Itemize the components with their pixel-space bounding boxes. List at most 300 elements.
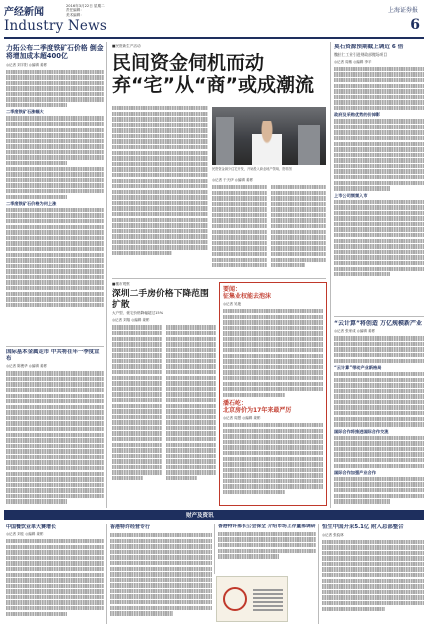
text-line xyxy=(322,584,424,588)
text-line xyxy=(6,230,104,234)
text-line xyxy=(110,572,212,576)
text-line xyxy=(218,549,316,553)
text-line xyxy=(110,583,212,587)
text-line xyxy=(334,272,390,276)
text-line xyxy=(212,230,267,234)
text-line xyxy=(271,252,326,256)
text-line xyxy=(218,537,316,541)
text-line xyxy=(334,464,424,468)
text-line xyxy=(223,331,323,335)
text-line xyxy=(6,247,104,251)
text-line xyxy=(112,448,162,452)
text-line xyxy=(166,415,216,419)
photo-person xyxy=(252,121,282,165)
publish-date: 2016年3月22日 星期二 xyxy=(66,4,105,8)
text-line xyxy=(334,153,424,157)
text-line xyxy=(166,359,216,363)
text-line xyxy=(6,449,104,453)
text-line xyxy=(223,440,323,444)
text-line xyxy=(6,460,104,464)
text-line xyxy=(212,202,267,206)
text-line xyxy=(334,389,424,393)
text-line xyxy=(223,434,323,438)
text-line xyxy=(322,540,424,544)
text-line xyxy=(322,556,424,560)
right-article xyxy=(334,44,424,314)
text-line xyxy=(6,128,104,132)
text-line xyxy=(6,139,104,143)
text-line xyxy=(6,382,104,386)
section-divider xyxy=(334,316,424,317)
text-line xyxy=(6,421,104,425)
text-line xyxy=(112,426,162,430)
bottom-article-a xyxy=(6,524,104,624)
text-line xyxy=(223,387,323,391)
text-line xyxy=(334,267,424,271)
text-line xyxy=(110,600,212,604)
text-line xyxy=(334,136,424,140)
text-line xyxy=(223,337,323,341)
text-line xyxy=(6,161,67,165)
text-line xyxy=(223,462,323,466)
text-line xyxy=(112,223,208,227)
text-line xyxy=(6,433,104,437)
text-line xyxy=(6,225,104,229)
text-line xyxy=(6,405,104,409)
text-line xyxy=(166,348,216,352)
text-line xyxy=(166,331,216,335)
masthead-meta xyxy=(66,4,105,17)
text-line xyxy=(112,459,162,463)
text-line xyxy=(166,392,216,396)
text-line xyxy=(110,606,212,610)
text-line xyxy=(112,117,208,121)
text-line xyxy=(334,336,424,340)
text-line xyxy=(218,543,316,547)
text-line xyxy=(334,447,424,451)
text-line xyxy=(271,202,326,206)
text-line xyxy=(334,394,424,398)
column-rule xyxy=(106,524,107,624)
text-line xyxy=(334,372,424,376)
text-line xyxy=(223,490,285,494)
text-line xyxy=(271,235,326,239)
right-article-byline: ◎记者 周敏 ◎编辑 李平 xyxy=(334,59,372,64)
text-line xyxy=(334,142,424,146)
text-line xyxy=(6,394,104,398)
text-line xyxy=(112,370,162,374)
text-line xyxy=(223,359,323,363)
text-line xyxy=(6,183,104,187)
text-line xyxy=(112,190,208,194)
text-line xyxy=(112,195,208,199)
text-line xyxy=(271,218,326,222)
text-line xyxy=(112,145,208,149)
text-line xyxy=(6,195,67,199)
right-subhead-3: “云计算”带动产业新格局 xyxy=(334,365,382,371)
text-line xyxy=(212,263,267,267)
text-line xyxy=(166,476,197,480)
text-line xyxy=(334,452,424,456)
text-line xyxy=(223,451,323,455)
text-line xyxy=(110,533,212,537)
text-line xyxy=(6,444,104,448)
right-subhead-2: 上市公司频频入市 xyxy=(334,192,368,198)
text-line xyxy=(334,200,424,204)
text-line xyxy=(334,216,424,220)
lead-story-subcolumn xyxy=(212,185,267,269)
bottom-article-c xyxy=(218,524,316,574)
text-line xyxy=(334,233,424,237)
text-line xyxy=(223,376,323,380)
box-lower-title-line-2: 北京房价为17年来最严厉 xyxy=(223,407,292,415)
text-line xyxy=(223,473,323,477)
text-line xyxy=(166,437,216,441)
text-line xyxy=(6,172,104,176)
text-line xyxy=(212,191,267,195)
text-line xyxy=(112,342,162,346)
text-line xyxy=(271,263,305,267)
second-article-subcolumn xyxy=(112,325,162,481)
text-line xyxy=(334,477,424,481)
text-line xyxy=(334,181,424,185)
lead-story-subcolumn xyxy=(271,185,326,269)
text-line xyxy=(6,236,104,240)
text-line xyxy=(223,484,323,488)
text-line xyxy=(166,454,216,458)
text-line xyxy=(112,173,208,177)
photo-building xyxy=(298,125,320,165)
text-line xyxy=(271,258,326,262)
photo-caption: 民资资金减少住宅开发，开始投入商业地产领域，资料图 xyxy=(212,167,292,171)
text-line xyxy=(6,219,104,223)
text-line xyxy=(112,229,208,233)
right-article-title: 莫石资源预期截上调近 6 倍 xyxy=(334,44,404,50)
text-line xyxy=(6,280,104,284)
text-line xyxy=(334,130,424,134)
text-line xyxy=(6,167,104,171)
text-line xyxy=(322,590,424,594)
seal-icon xyxy=(223,587,247,611)
text-line xyxy=(6,155,104,159)
second-article-byline: ◎记者 刘翔 ◎编辑 姜彬 xyxy=(112,318,150,323)
text-line xyxy=(166,459,216,463)
text-line xyxy=(212,258,267,262)
text-line xyxy=(6,81,104,85)
text-line xyxy=(334,227,424,231)
left-bottom-article xyxy=(6,349,104,507)
text-line xyxy=(110,550,212,554)
lead-story-header xyxy=(112,44,326,104)
designer-label: 美术编辑： xyxy=(66,12,84,17)
text-line xyxy=(334,417,424,421)
section-english-title: Industry News xyxy=(4,18,107,34)
text-line xyxy=(6,371,104,375)
text-line xyxy=(6,488,104,492)
text-line xyxy=(112,454,162,458)
text-line xyxy=(334,89,424,93)
text-line xyxy=(223,479,323,483)
lead-headline-line-2: 弃“宅”从“商”或成潮流 xyxy=(112,74,314,96)
text-line xyxy=(334,499,390,503)
box-lower-byline: ◎记者 周慧 ◎编辑 姜彬 xyxy=(223,416,261,421)
bottom-section-banner xyxy=(4,510,424,520)
text-line xyxy=(6,150,104,154)
text-line xyxy=(166,465,216,469)
text-line xyxy=(166,364,216,368)
text-line xyxy=(322,579,424,583)
text-line xyxy=(6,545,104,549)
boxed-commentary xyxy=(219,282,327,506)
ad-text-block xyxy=(253,589,283,611)
second-article-title: 深圳二手房价格下降范围扩散 xyxy=(112,289,209,310)
text-line xyxy=(334,494,424,498)
text-line xyxy=(112,139,208,143)
right-subhead-1: 政府及采购优势的价掉影 xyxy=(334,112,381,118)
text-line xyxy=(112,240,208,244)
text-line xyxy=(6,578,104,582)
text-line xyxy=(212,246,267,250)
text-line xyxy=(334,211,424,215)
lead-kicker: ■民资新生产活动 xyxy=(112,44,141,48)
right-bottom-article xyxy=(334,320,424,508)
text-line xyxy=(112,364,162,368)
text-line xyxy=(166,398,216,402)
text-line xyxy=(6,584,104,588)
left-bottom-byline: ◎记者 陈俊华 ◎编辑 姜彬 xyxy=(6,364,47,369)
text-line xyxy=(334,147,424,151)
text-line xyxy=(6,275,104,279)
text-line xyxy=(271,207,326,211)
text-line xyxy=(112,134,208,138)
column-rule xyxy=(214,524,215,574)
text-line xyxy=(166,404,216,408)
photo-building xyxy=(216,117,234,165)
text-line xyxy=(322,545,424,549)
text-line xyxy=(112,398,162,402)
text-line xyxy=(334,378,424,382)
text-line xyxy=(110,611,173,615)
left-article xyxy=(6,44,104,344)
text-line xyxy=(166,370,216,374)
text-line xyxy=(6,410,104,414)
text-line xyxy=(271,241,326,245)
text-line xyxy=(6,600,104,604)
text-line xyxy=(271,191,326,195)
text-line xyxy=(6,466,104,470)
text-line xyxy=(166,431,216,435)
text-line xyxy=(223,348,323,352)
text-line xyxy=(6,97,104,101)
text-line xyxy=(6,92,104,96)
text-line xyxy=(112,123,208,127)
text-line xyxy=(223,342,323,346)
text-line xyxy=(6,567,104,571)
text-line xyxy=(334,342,424,346)
text-line xyxy=(218,554,279,558)
text-line xyxy=(6,483,104,487)
text-line xyxy=(112,387,162,391)
text-line xyxy=(223,382,323,386)
box-title-line-1: 要闻： xyxy=(223,286,242,293)
text-line xyxy=(334,411,424,415)
text-line xyxy=(112,184,208,188)
right-article-subtitle: 魏拉仁工业引进财政部搬场项目 xyxy=(334,51,388,57)
second-article xyxy=(112,282,216,508)
text-line xyxy=(223,315,323,319)
text-line xyxy=(112,415,162,419)
text-line xyxy=(112,431,162,435)
bottom-d-byline: ◎记者 张骁林 xyxy=(322,532,344,537)
left-article-byline: ◎记者 刘宇阳 ◎编辑 姜彬 xyxy=(6,62,47,67)
text-line xyxy=(6,70,104,74)
text-line xyxy=(112,337,162,341)
text-line xyxy=(112,162,208,166)
text-line xyxy=(212,185,267,189)
text-line xyxy=(6,292,104,296)
text-line xyxy=(112,470,162,474)
text-line xyxy=(112,167,208,171)
right-mid-byline: ◎记者 张家成 ◎编辑 姜彬 xyxy=(334,329,375,334)
text-line xyxy=(166,420,216,424)
text-line xyxy=(6,75,104,79)
text-line xyxy=(6,122,104,126)
text-line xyxy=(212,235,267,239)
text-line xyxy=(112,201,208,205)
text-line xyxy=(223,393,285,397)
text-line xyxy=(334,205,424,209)
column-rule xyxy=(106,42,107,508)
text-line xyxy=(6,438,104,442)
text-line xyxy=(334,400,424,404)
text-line xyxy=(112,218,208,222)
text-line xyxy=(6,213,104,217)
text-line xyxy=(6,477,104,481)
text-line xyxy=(223,370,323,374)
text-line xyxy=(223,320,323,324)
text-line xyxy=(112,128,208,132)
text-line xyxy=(223,354,323,358)
column-rule xyxy=(330,42,331,508)
text-line xyxy=(112,245,208,249)
text-line xyxy=(322,551,424,555)
banner-label: 财产及资讯 xyxy=(186,513,214,519)
editor-label: 责任编辑： xyxy=(66,8,84,13)
text-line xyxy=(112,348,162,352)
text-line xyxy=(334,72,424,76)
text-line xyxy=(6,269,104,273)
second-article-subcolumn xyxy=(166,325,216,481)
text-line xyxy=(166,325,216,329)
text-line xyxy=(334,250,424,254)
text-line xyxy=(334,95,424,99)
text-line xyxy=(6,472,104,476)
text-line xyxy=(112,476,143,480)
text-line xyxy=(334,106,424,110)
text-line xyxy=(112,151,208,155)
text-line xyxy=(322,601,424,605)
text-line xyxy=(334,169,424,173)
text-line xyxy=(334,347,424,351)
text-line xyxy=(6,297,104,301)
box-title-line-2: 征集业权能去泡沫 xyxy=(223,293,272,300)
right-subhead-5: 国际合作加强产业合作 xyxy=(334,469,376,475)
text-line xyxy=(223,365,323,369)
text-line xyxy=(112,325,162,329)
text-line xyxy=(322,573,424,577)
text-line xyxy=(334,488,424,492)
text-line xyxy=(6,133,104,137)
text-line xyxy=(110,567,212,571)
text-line xyxy=(6,455,104,459)
column-rule xyxy=(318,524,319,624)
text-line xyxy=(6,595,104,599)
text-line xyxy=(334,359,424,363)
text-line xyxy=(334,164,424,168)
text-line xyxy=(6,589,104,593)
text-line xyxy=(6,556,104,560)
text-line xyxy=(6,416,104,420)
text-line xyxy=(212,196,267,200)
text-line xyxy=(6,208,104,212)
text-line xyxy=(322,567,424,571)
text-line xyxy=(6,264,104,268)
text-line xyxy=(112,359,162,363)
text-line xyxy=(6,253,104,257)
lead-story-two-columns xyxy=(212,185,326,269)
text-line xyxy=(166,337,216,341)
right-mid-title: “云计算”将创造 万亿规模新产业 xyxy=(334,320,422,327)
text-line xyxy=(212,241,267,245)
text-line xyxy=(6,189,104,193)
text-line xyxy=(110,594,212,598)
text-line xyxy=(110,539,212,543)
section-divider xyxy=(112,278,326,279)
text-line xyxy=(334,405,424,409)
text-line xyxy=(112,381,162,385)
text-line xyxy=(223,423,323,427)
text-line xyxy=(6,303,104,307)
box-byline: ◎记者 吴艳 xyxy=(223,302,242,306)
text-line xyxy=(271,213,326,217)
text-line xyxy=(112,212,208,216)
second-article-columns xyxy=(112,325,216,481)
text-line xyxy=(112,465,162,469)
text-line xyxy=(6,499,67,503)
text-line xyxy=(334,175,424,179)
text-line xyxy=(334,441,424,445)
text-line xyxy=(166,470,216,474)
text-line xyxy=(271,185,326,189)
text-line xyxy=(112,404,162,408)
text-line xyxy=(112,392,162,396)
text-line xyxy=(166,376,216,380)
text-line xyxy=(110,589,212,593)
text-line xyxy=(110,578,212,582)
text-line xyxy=(112,234,208,238)
text-line xyxy=(6,539,104,543)
text-line xyxy=(223,429,323,433)
text-line xyxy=(166,387,216,391)
text-line xyxy=(166,409,216,413)
left-subhead-1: 二季度铁矿石涨幅大 xyxy=(6,109,44,115)
lead-story-photo xyxy=(212,107,326,165)
text-line xyxy=(334,84,424,88)
text-line xyxy=(112,251,172,255)
text-line xyxy=(334,78,424,82)
text-line xyxy=(334,244,424,248)
text-line xyxy=(6,144,104,148)
